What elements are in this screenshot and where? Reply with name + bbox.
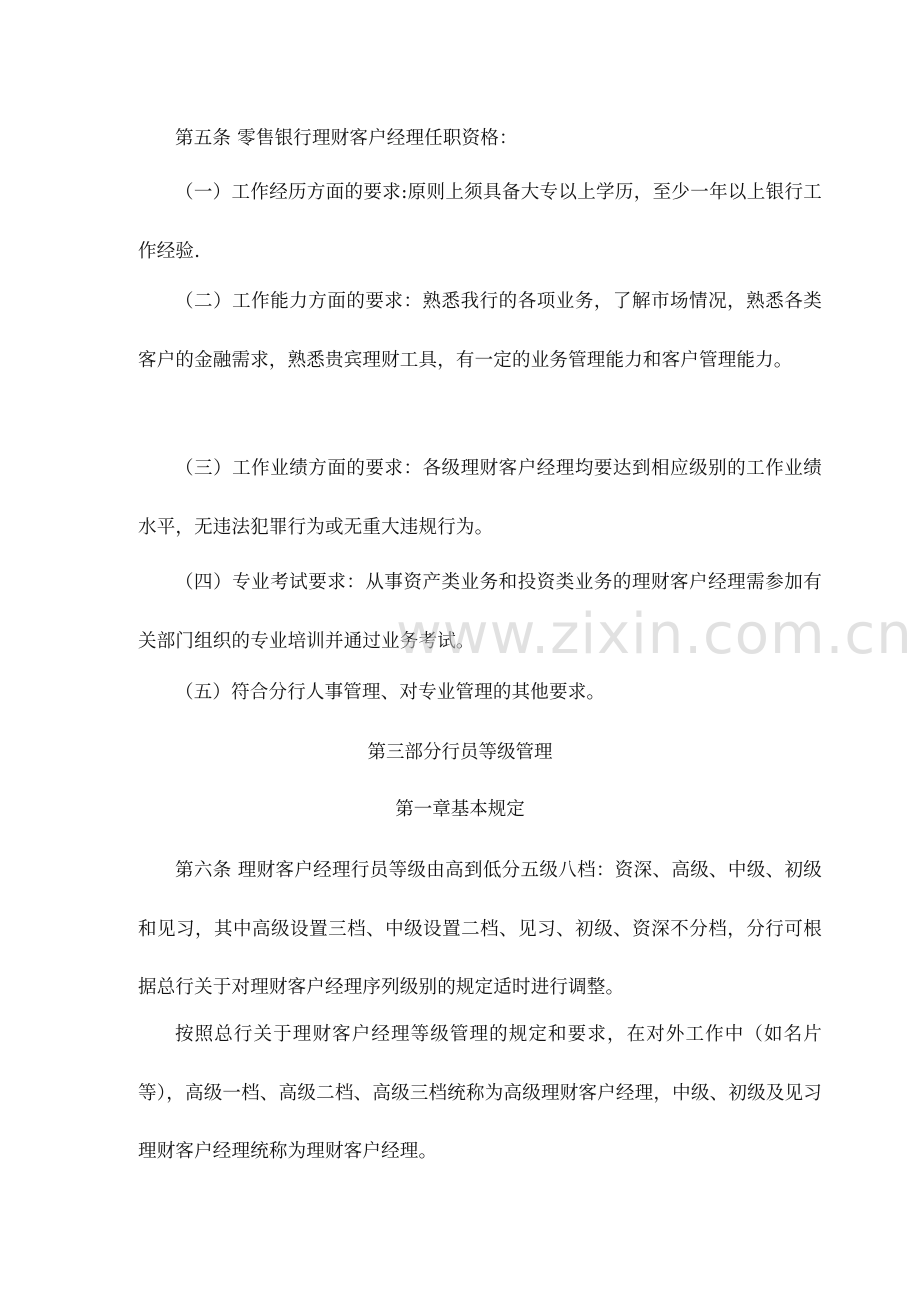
requirement-item-3: （三）工作业绩方面的要求：各级理财客户经理均要达到相应级别的工作业绩水平，无违法犯罪行为或无重大违规行为。 [138,458,822,538]
requirement-item-5: （五）符合分行人事管理、对专业管理的其他要求。 [175,682,606,703]
chapter-1-heading: 第一章基本规定 [395,799,525,820]
watermark-text: www.zixin.com.cn [396,602,913,667]
requirement-item-4: （四）专业考试要求：从事资产类业务和投资类业务的理财客户经理需参加有关部门组织的专业培训并通过业务考试。 [138,572,822,652]
requirement-item-1: （一）工作经历方面的要求:原则上须具备大专以上学历，至少一年以上银行工作经验. [138,182,822,262]
article-6: 第六条 理财客户经理行员等级由高到低分五级八档：资深、高级、中级、初级和见习，其中高级设置三档、中级设置二档、见习、初级、资深不分档，分行可根据总行关于对理财客户经理序列级别的规定适时进行调整。 [138,860,822,998]
article-5-title: 第五条 零售银行理财客户经理任职资格： [175,128,518,149]
requirement-item-2: （二）工作能力方面的要求：熟悉我行的各项业务，了解市场情况，熟悉各类客户的金融需求，熟悉贵宾理财工具，有一定的业务管理能力和客户管理能力。 [138,291,822,371]
final-paragraph: 按照总行关于理财客户经理等级管理的规定和要求，在对外工作中（如名片等），高级一档、高级二档、高级三档统称为高级理财客户经理，中级、初级及见习理财客户经理统称为理财客户经理。 [138,1024,822,1162]
part-3-heading: 第三部分行员等级管理 [367,742,553,763]
